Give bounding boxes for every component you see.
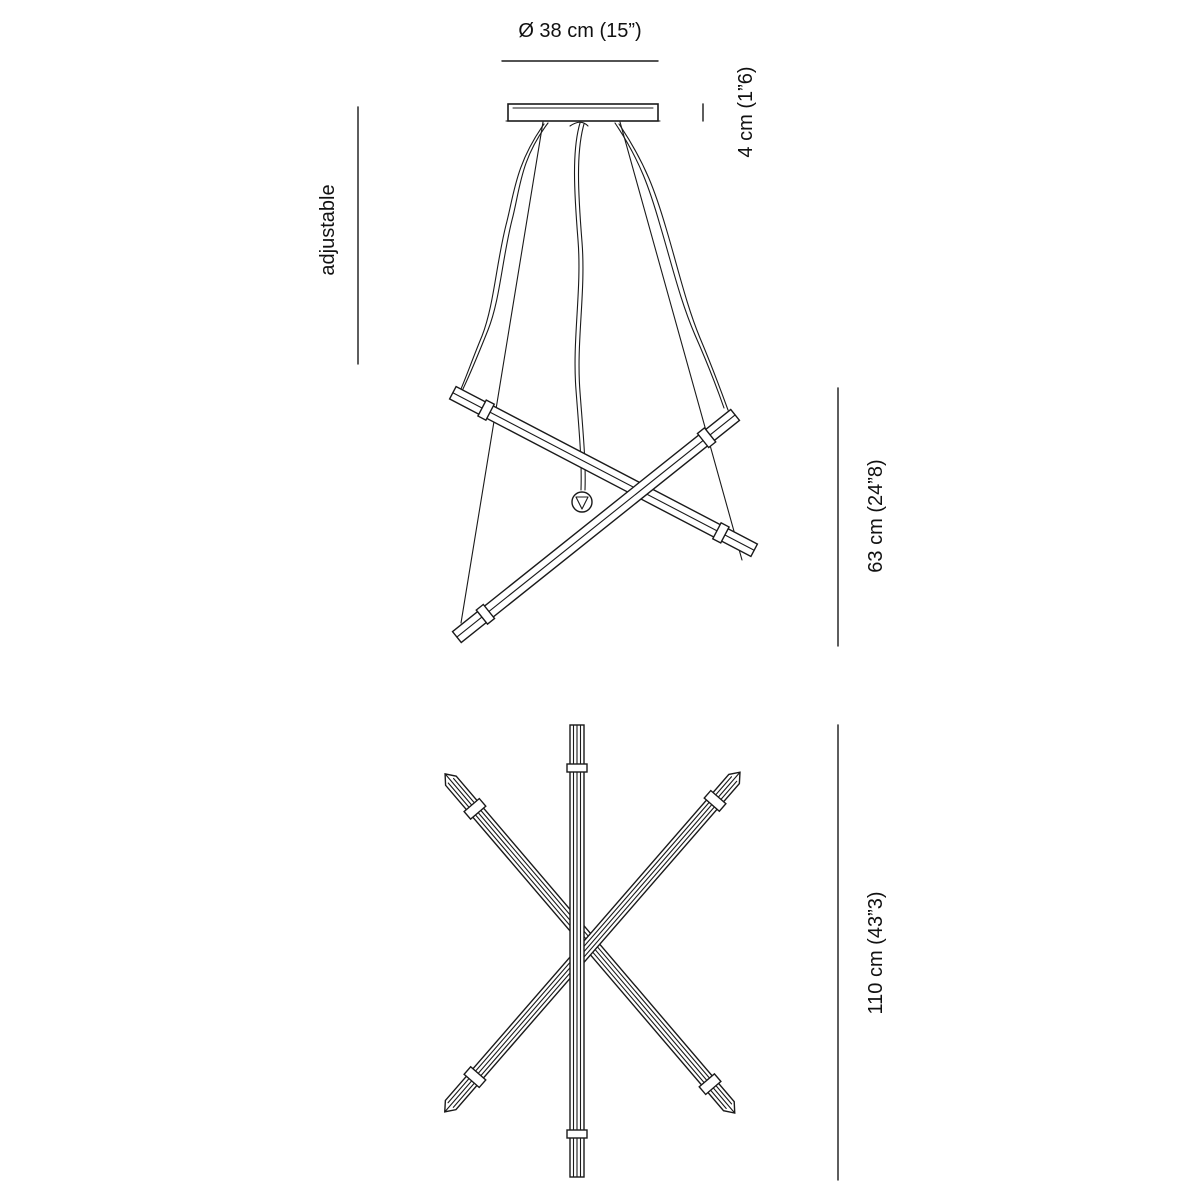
canopy-height-dimension	[703, 66, 757, 157]
adjustable-dimension	[317, 107, 358, 364]
power-cords	[458, 122, 728, 490]
top-view	[437, 725, 747, 1177]
light-rod-top-vertical	[567, 725, 587, 1177]
light-rod-side-1	[449, 385, 759, 558]
fixture-height-dimension	[838, 388, 887, 646]
top-view-length-dimension	[838, 725, 887, 1180]
diameter-label: Ø 38 cm (15”)	[518, 20, 642, 42]
ceiling-canopy	[506, 104, 660, 121]
canopy-height-label: 4 cm (1”6)	[735, 66, 757, 158]
adjustable-label: adjustable	[317, 184, 339, 276]
pendant-connector-icon	[572, 492, 592, 512]
suspension-cables	[461, 122, 742, 623]
side-view	[449, 104, 759, 644]
diameter-dimension	[502, 20, 658, 61]
fixture-height-label: 63 cm (24”8)	[865, 459, 887, 573]
top-view-length-label: 110 cm (43”3)	[865, 891, 887, 1015]
